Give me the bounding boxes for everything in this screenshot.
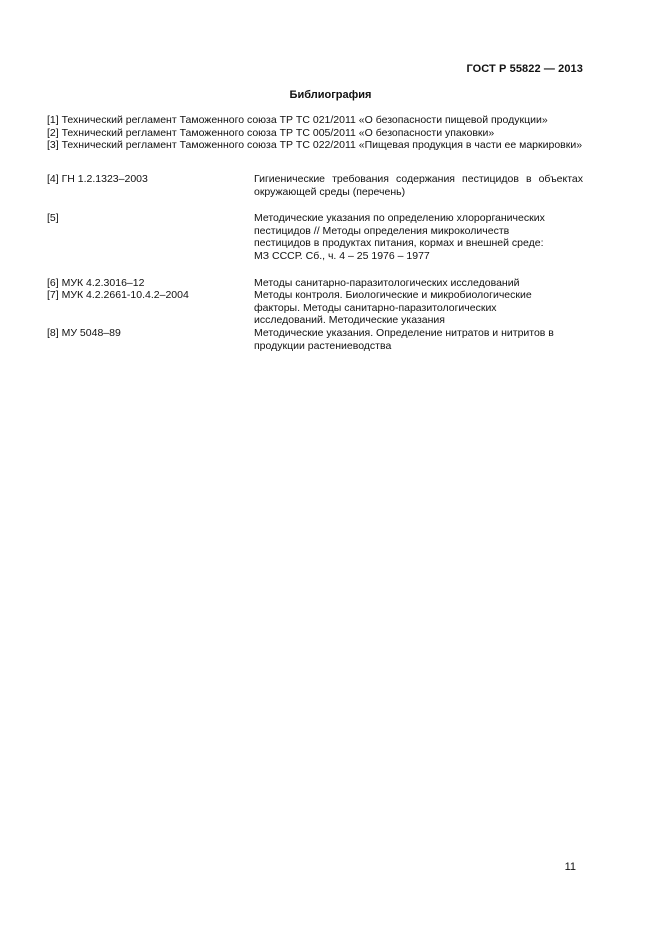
- document-code: ГОСТ Р 55822 — 2013: [466, 63, 583, 75]
- reference-description: [254, 212, 583, 262]
- reference-code: [6] МУК 4.2.3016–12: [47, 276, 145, 289]
- reference-code: [8] МУ 5048–89: [47, 326, 121, 339]
- reference-code: [7] МУК 4.2.2661-10.4.2–2004: [47, 289, 189, 302]
- reference-row: [47, 289, 583, 327]
- reference-item: [1] Технический регламент Таможенного союза ТР ТС 021/2011 «О безопасности пищевой продукции»: [47, 114, 548, 126]
- reference-table: [47, 173, 583, 352]
- page-number: 11: [564, 861, 576, 873]
- reference-code: [5]: [47, 212, 59, 225]
- reference-description: [254, 327, 583, 352]
- description-line: Методические указания по определению хлорорганических: [254, 212, 545, 225]
- reference-description: Методы санитарно-паразитологических исследований: [254, 276, 520, 289]
- description-line: исследований. Методические указания: [254, 314, 445, 327]
- reference-code: [4] ГН 1.2.1323–2003: [47, 173, 148, 185]
- reference-row: [47, 277, 583, 290]
- reference-list: [47, 114, 583, 152]
- description-line: МЗ СССР. Сб., ч. 4 – 25 1976 – 1977: [254, 249, 430, 262]
- reference-row: [47, 173, 583, 198]
- description-line: Методические указания. Определение нитратов и нитритов в: [254, 326, 554, 339]
- description-line: пестицидов в продуктах питания, кормах и внешней среде:: [254, 237, 544, 250]
- reference-item: [3] Технический регламент Таможенного союза ТР ТС 022/2011 «Пищевая продукция в части ее маркировки»: [47, 139, 583, 152]
- description-line: пестицидов // Методы определения микроколичеств: [254, 224, 510, 237]
- description-line: Методы контроля. Биологические и микробиологические: [254, 289, 532, 302]
- description-line: факторы. Методы санитарно-паразитологических: [254, 301, 497, 314]
- reference-row: [47, 327, 583, 352]
- reference-description: [254, 289, 583, 327]
- reference-item: [2] Технический регламент Таможенного союза ТР ТС 005/2011 «О безопасности упаковки»: [47, 126, 495, 139]
- reference-row: [47, 212, 583, 262]
- reference-description: Гигиенические требования содержания пестицидов в объектах окружающей среды (перечень): [254, 173, 583, 198]
- page-title: Библиография: [289, 89, 372, 101]
- description-line: продукции растениеводства: [254, 339, 392, 352]
